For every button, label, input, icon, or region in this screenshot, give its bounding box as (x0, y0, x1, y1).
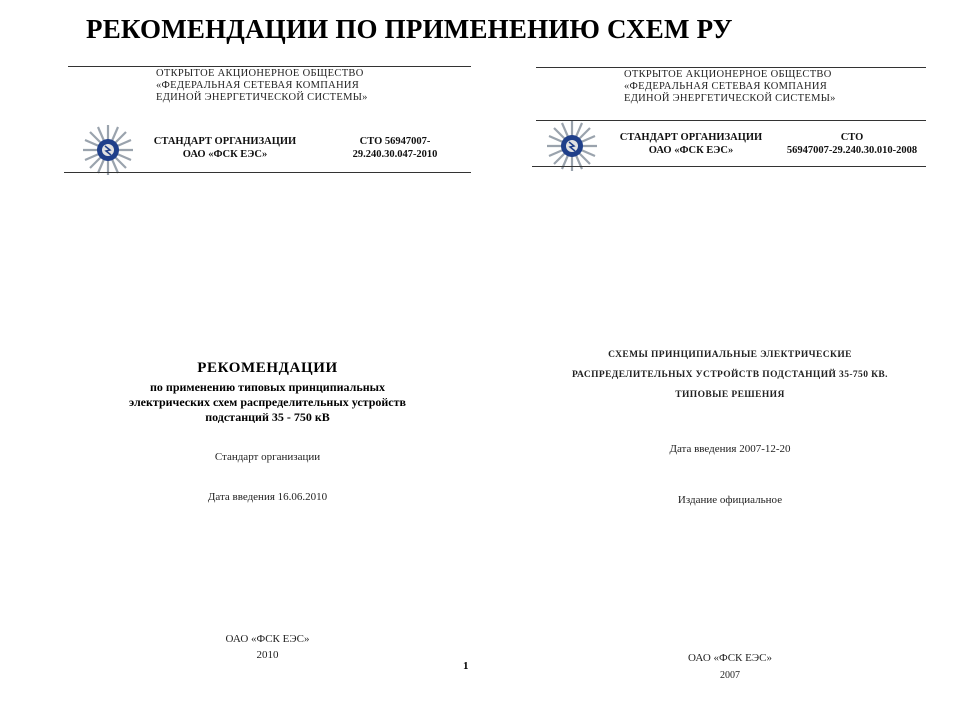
fsk-logo-icon (80, 122, 136, 178)
org-line: ЕДИНОЙ ЭНЕРГЕТИЧЕСКОЙ СИСТЕМЫ» (624, 93, 836, 104)
document-subtitle: по применению типовых принципиальных электрических схем распределительных устройств подстанций 35 - 750 кВ (128, 380, 406, 424)
organization-name (156, 68, 368, 104)
org-line: «ФЕДЕРАЛЬНАЯ СЕТЕВАЯ КОМПАНИЯ (156, 80, 360, 91)
standard-row (606, 131, 926, 159)
header-bottom-rule (532, 166, 926, 167)
header-top-rule (536, 67, 926, 68)
org-line: ЕДИНОЙ ЭНЕРГЕТИЧЕСКОЙ СИСТЕМЫ» (156, 92, 368, 103)
publication-year: 2007 (720, 670, 740, 681)
header-bottom-rule (64, 172, 471, 173)
standard-label: СТАНДАРТ ОРГАНИЗАЦИИ ОАО «ФСК ЕЭС» (619, 132, 763, 156)
org-line: ОТКРЫТОЕ АКЦИОНЕРНОЕ ОБЩЕСТВО (156, 68, 364, 79)
edition-note: Издание официальное (677, 494, 783, 506)
org-line: ОТКРЫТОЕ АКЦИОНЕРНОЕ ОБЩЕСТВО (624, 69, 832, 80)
publication-year: 2010 (256, 649, 279, 661)
publisher: ОАО «ФСК ЕЭС» (688, 652, 772, 664)
document-title: РЕКОМЕНДАЦИИ (197, 360, 338, 376)
slide-title: РЕКОМЕНДАЦИИ ПО ПРИМЕНЕНИЮ СХЕМ РУ (86, 14, 733, 44)
standard-code: СТО 56947007-29.240.30.010-2008 (786, 132, 918, 156)
org-line: «ФЕДЕРАЛЬНАЯ СЕТЕВАЯ КОМПАНИЯ (624, 81, 828, 92)
introduction-date: Дата введения 2007-12-20 (669, 443, 791, 455)
document-type: Стандарт организации (214, 451, 321, 463)
organization-name (624, 69, 836, 105)
standard-label: СТАНДАРТ ОРГАНИЗАЦИИ ОАО «ФСК ЕЭС» (153, 136, 297, 160)
right-document-cover (530, 60, 930, 720)
left-document-cover (60, 60, 475, 720)
standard-row (140, 135, 475, 163)
publisher: ОАО «ФСК ЕЭС» (225, 633, 310, 645)
document-title: СХЕМЫ ПРИНЦИПИАЛЬНЫЕ ЭЛЕКТРИЧЕСКИЕ РАСПРЕДЕЛИТЕЛЬНЫХ УСТРОЙСТВ ПОДСТАНЦИЙ 35-750 КВ. ТИПОВЫЕ РЕШЕНИЯ (572, 350, 888, 400)
standard-code: СТО 56947007- 29.240.30.047-2010 (352, 136, 438, 160)
page-number: 1 (463, 660, 469, 672)
header-top-rule (68, 66, 471, 67)
introduction-date: Дата введения 16.06.2010 (207, 491, 328, 503)
